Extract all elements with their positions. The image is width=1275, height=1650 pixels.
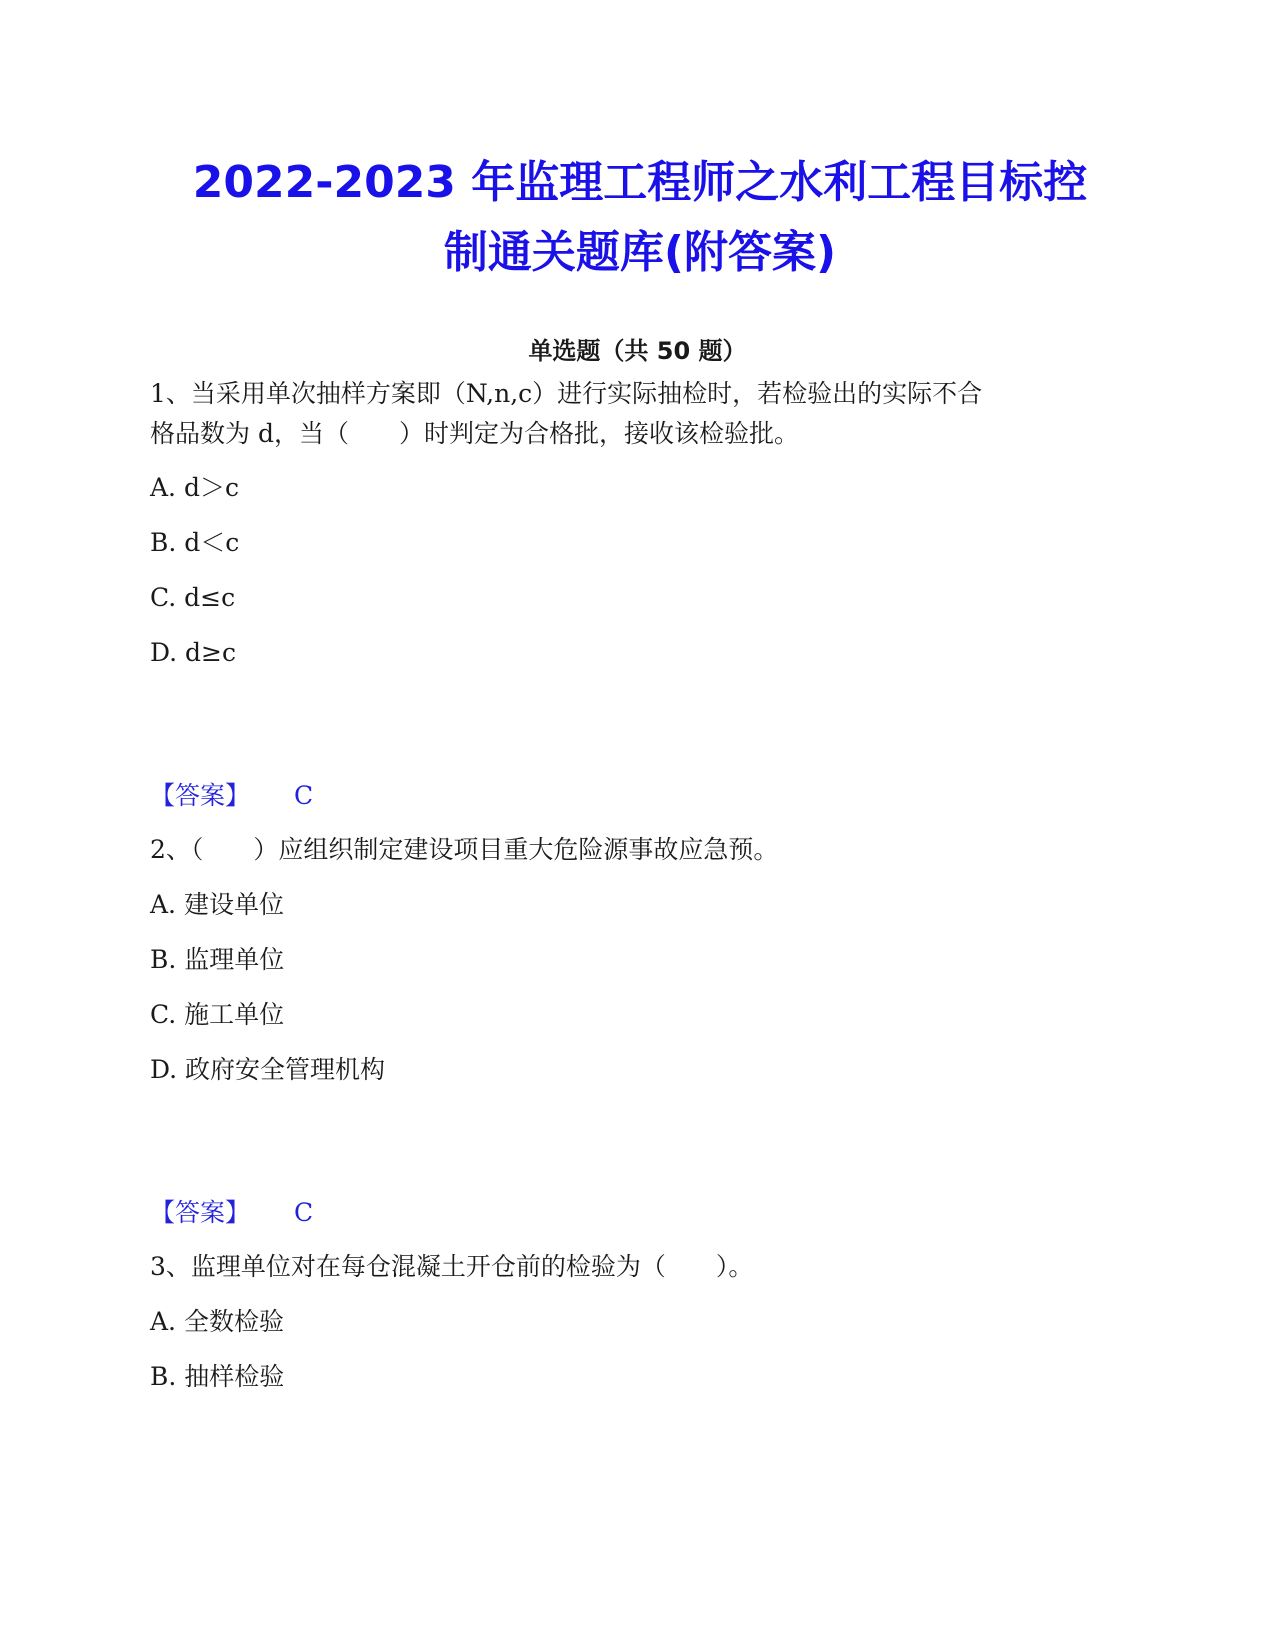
question-1-option-c: C. d≤c <box>150 583 236 612</box>
question-3-option-a: A. 全数检验 <box>150 1307 284 1336</box>
answer-label: 【答案】 <box>150 1198 251 1227</box>
question-1-answer <box>150 776 313 816</box>
question-2-option-b: B. 监理单位 <box>150 945 285 974</box>
page-title-line-1: 2022-2023 年监理工程师之水利工程目标控 <box>192 157 1088 208</box>
page-title <box>140 148 1140 288</box>
question-3-stem-line-1: 3、监理单位对在每仓混凝土开仓前的检验为（ ）。 <box>150 1252 754 1281</box>
section-heading: 单选题（共 50 题） <box>528 337 747 365</box>
question-1-stem-line-1: 1、当采用单次抽样方案即（N,n,c）进行实际抽检时，若检验出的实际不合 <box>150 379 983 408</box>
question-2-option-a: A. 建设单位 <box>150 890 284 919</box>
question-1-stem-line-2: 格品数为 d，当（ ）时判定为合格批，接收该检验批。 <box>150 419 799 448</box>
question-1-option-d: D. d≥c <box>150 638 236 667</box>
question-2-answer <box>150 1193 313 1233</box>
question-2-option-c: C. 施工单位 <box>150 1000 285 1029</box>
page-title-line-2: 制通关题库(附答案) <box>443 227 837 278</box>
question-2-option-d: D. 政府安全管理机构 <box>150 1055 386 1084</box>
answer-label: 【答案】 <box>150 781 251 810</box>
answer-value: C <box>294 1198 314 1227</box>
answer-value: C <box>294 781 314 810</box>
question-1-option-b: B. d＜c <box>150 528 240 557</box>
question-3-option-b: B. 抽样检验 <box>150 1362 285 1391</box>
question-2-stem-line-1: 2、（ ）应组织制定建设项目重大危险源事故应急预。 <box>150 835 779 864</box>
question-1-option-a: A. d＞c <box>150 473 239 502</box>
